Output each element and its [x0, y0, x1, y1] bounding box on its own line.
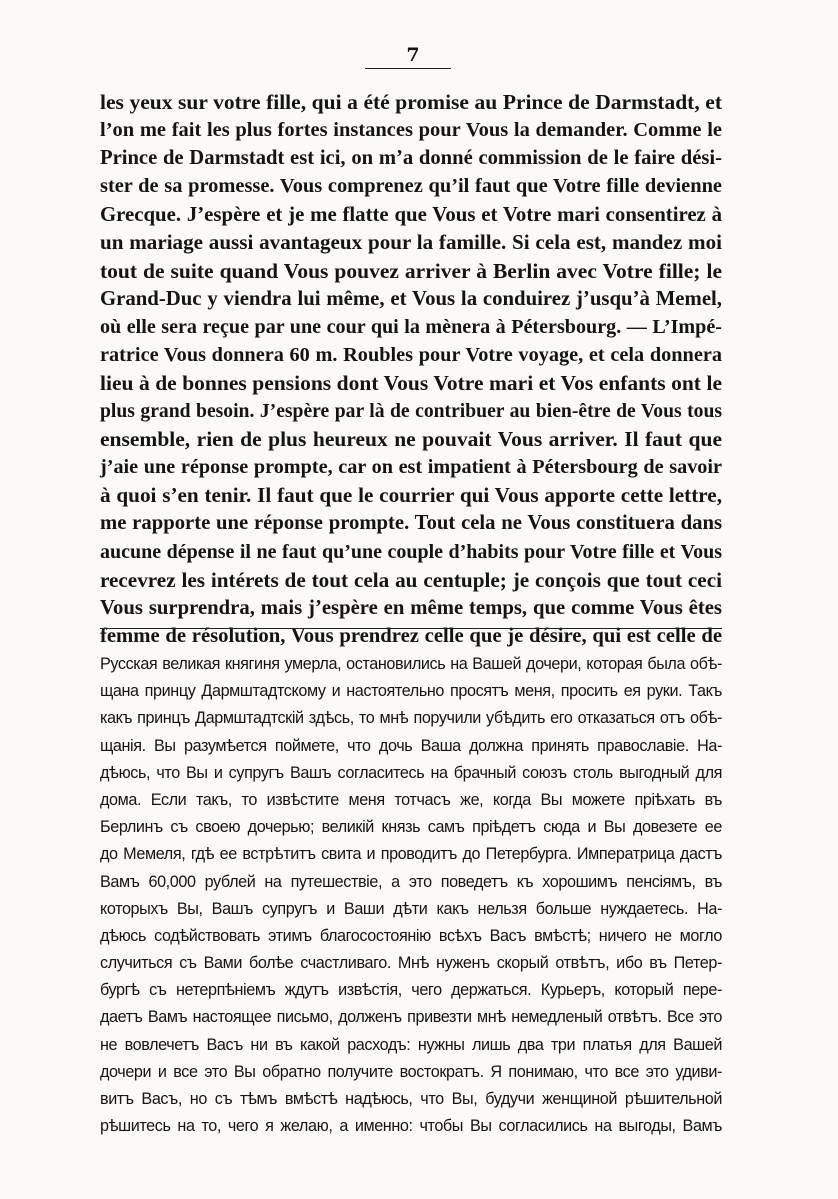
french-text-line: où elle sera reçue par une cour qui la mènera à Pétersbourg. — L’Impé-	[100, 315, 722, 338]
french-text-line: femme de résolution, Vous prendrez celle que je désire, qui est celle de	[100, 624, 722, 647]
french-text-line: plus grand besoin. J’espère par là de contribuer au bien-être de Vous tous	[100, 400, 722, 423]
russian-text-line: Берлинъ съ своею дочерью; великій князь самъ пріѣдетъ сюда и Вы довезете ее	[100, 818, 722, 837]
french-text-line: ratrice Vous donnera 60 m. Roubles pour Votre voyage, et cela donnera	[100, 343, 722, 366]
french-text-line: Prince de Darmstadt est ici, on m’a donné commission de le faire dési-	[100, 147, 722, 170]
french-text-line: tout de suite quand Vous pouvez arriver à Berlin avec Votre fille; le	[100, 258, 722, 283]
french-text-line: ster de sa promesse. Vous comprenez qu’il faut que Votre fille devienne	[100, 175, 722, 198]
russian-text-line: дома. Если такъ, то извѣстите меня тотчасъ же, когда Вы можете пріѣхать въ	[100, 790, 722, 809]
french-text-line: aucune dépense il ne faut qu’une couple d’habits pour Votre fille et Vous	[100, 540, 722, 563]
french-text-line: ensemble, rien de plus heureux ne pouvait Vous arriver. Il faut que	[100, 427, 722, 452]
russian-text-line: даетъ Вамъ настоящее письмо, долженъ привезти мнѣ немедленый отвѣтъ. Все это	[100, 1008, 722, 1027]
french-text-line: Vous surprendra, mais j’espère en même temps, que comme Vous êtes	[100, 596, 722, 619]
russian-text-line: дѣюсь содѣйствовать этимъ благосостоянію всѣхъ Васъ вмѣстѣ; ничего не могло	[100, 926, 722, 945]
russian-text-line: до Мемеля, гдѣ ее встрѣтитъ свита и проводитъ до Петербурга. Императрица дастъ	[100, 845, 722, 864]
page-number-rule	[365, 68, 451, 69]
russian-text-line: дѣюсь, что Вы и супругъ Вашъ согласитесь на брачный союзъ столь выгодный для	[100, 763, 722, 782]
french-text-line: Grecque. J’espère et je me flatte que Vous et Votre mari consentirez à	[100, 202, 722, 227]
russian-text-line: Вамъ 60,000 рублей на путешествіе, а это поведетъ къ хорошимъ пенсіямъ, въ	[100, 872, 722, 891]
russian-text-line: дочери и все это Вы обратно получите востократъ. Я понимаю, что все это удиви-	[100, 1062, 722, 1081]
russian-text-line: щана принцу Дармштадтскому и настоятельно просятъ меня, просить ея руки. Такъ	[100, 682, 722, 701]
russian-text-line: витъ Васъ, но съ тѣмъ вмѣстѣ надѣюсь, что Вы, будучи женщиной рѣшительной	[100, 1090, 722, 1108]
russian-text-line: которыхъ Вы, Вашъ супругъ и Ваши дѣти какъ нельзя больше нуждаетесь. На-	[100, 899, 722, 918]
russian-text-line: случиться съ Вами болѣе счастливаго. Мнѣ нуженъ скорый отвѣтъ, ибо въ Петер-	[100, 954, 722, 973]
french-text-line: l’on me fait les plus fortes instances pour Vous la demander. Comme le	[100, 119, 722, 142]
russian-text-line: какъ принцъ Дармштадтскій здѣсь, то мнѣ поручили убѣдить его отказаться отъ обѣ-	[100, 709, 722, 728]
french-text-line: lieu à de bonnes pensions dont Vous Votre mari et Vos enfants ont le	[100, 370, 722, 395]
french-text-line: Grand-Duc y viendra lui même, et Vous la conduirez j’usqu’à Memel,	[100, 286, 722, 310]
russian-text-line: рѣшитесь на то, чего я желаю, а именно: чтобы Вы согласились на выгоды, Вамъ	[100, 1117, 722, 1136]
french-text-line: me rapporte une réponse prompte. Tout cela ne Vous constituera dans	[100, 512, 722, 535]
french-text-line: un mariage aussi avantageux pour la famille. Si cela est, mandez moi	[100, 230, 722, 255]
russian-translation-text	[100, 651, 722, 1140]
russian-text-line: щанія. Вы разумѣется поймете, что дочь Ваша должна принять православіе. На-	[100, 736, 722, 755]
russian-text-line: бургѣ съ нетерпѣніемъ ждутъ извѣстія, чего держаться. Курьеръ, который пере-	[100, 981, 722, 1000]
french-text-line: recevrez les intérets de tout cela au centuple; je conçois que tout ceci	[100, 567, 722, 592]
french-text-line: les yeux sur votre fille, qui a été promise au Prince de Darmstadt, et	[100, 90, 722, 114]
french-letter-text	[100, 88, 722, 650]
french-text-line: j’aie une réponse prompte, car on est impatient à Pétersbourg de savoir	[100, 456, 722, 479]
french-text-line: à quoi s’en tenir. Il faut que le courrier qui Vous apporte cette lettre,	[100, 483, 722, 508]
russian-text-line: Русская великая княгиня умерла, остановились на Вашей дочери, которая была обѣ-	[100, 655, 722, 673]
page-number: 7	[406, 44, 420, 66]
russian-text-line: не вовлечетъ Васъ ни въ какой расходъ: нужны лишь два три платья для Вашей	[100, 1035, 722, 1054]
section-divider	[100, 628, 722, 629]
